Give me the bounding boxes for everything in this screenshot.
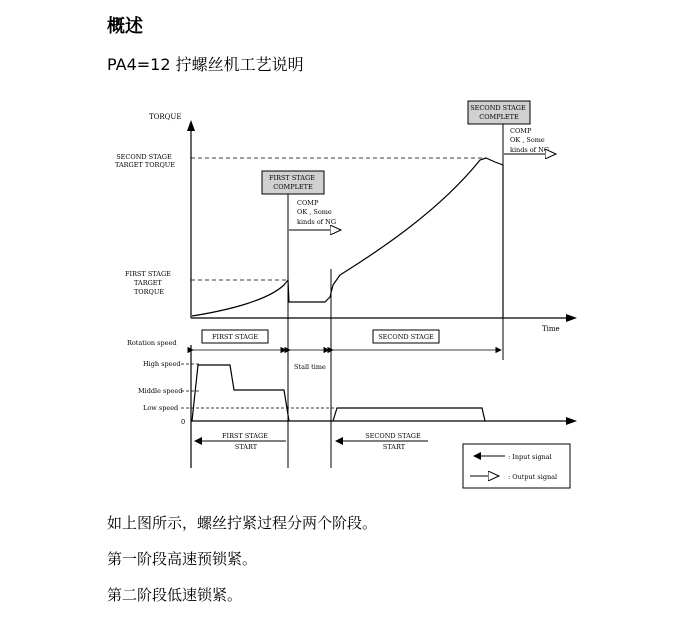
speed-profile-second: [333, 408, 485, 421]
second-stage-box-label: SECOND STAGE: [378, 333, 434, 341]
time-axis-arrow: [566, 314, 577, 322]
first-stage-box-label: FIRST STAGE: [212, 333, 258, 341]
first-stage-complete-label: FIRST STAGE COMPLETE: [269, 174, 315, 191]
speed-time-axis-arrow: [566, 417, 577, 425]
section-heading: 概述: [107, 16, 143, 37]
stall-time-label: Stall time: [294, 363, 326, 371]
first-stage-target-label: FIRST STAGE TARGET TORQUE: [125, 270, 171, 296]
first-stage-start-label: FIRST STAGE START: [222, 432, 268, 451]
paragraph-first-stage: 第一阶段高速预锁紧。: [107, 550, 258, 568]
torque-axis-label: TORQUE: [149, 113, 182, 121]
paragraph-overview: 如上图所示，螺丝拧紧过程分两个阶段。: [107, 514, 378, 532]
legend-input-label: : Input signal: [508, 453, 552, 461]
paragraph-second-stage: 第二阶段低速锁紧。: [107, 586, 243, 604]
second-stage-target-label: SECOND STAGE TARGET TORQUE: [114, 153, 176, 169]
legend-output-label: : Output signal: [508, 473, 558, 481]
torque-axis-arrow: [187, 120, 195, 131]
low-speed-label: Low speed: [143, 404, 179, 412]
second-stage-start-label: SECOND STAGE START: [365, 432, 421, 451]
high-speed-label: High speed: [143, 360, 181, 368]
middle-speed-label: Middle speed: [138, 387, 183, 395]
torque-curve: [192, 158, 503, 318]
speed-profile-first: [192, 365, 289, 421]
second-stage-complete-label: SECOND STAGE COMPLETE: [470, 104, 526, 121]
rotation-speed-label: Rotation speed: [127, 339, 177, 347]
zero-label: 0: [181, 418, 186, 426]
comp-ok-first-label: COMP OK , Some kinds of NG: [297, 199, 337, 226]
legend-box: [463, 444, 570, 488]
comp-ok-second-label: COMP OK , Some kinds of NG: [510, 127, 550, 154]
document-subtitle: PA4=12 拧螺丝机工艺说明: [107, 55, 304, 74]
time-axis-label: Time: [542, 325, 560, 333]
